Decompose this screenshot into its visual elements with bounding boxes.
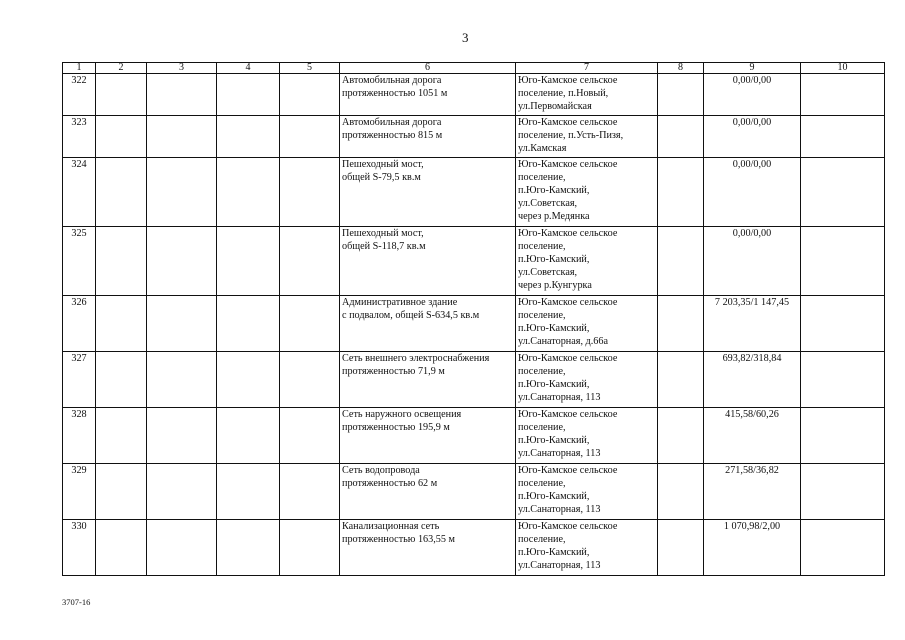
page-number: 3	[462, 30, 469, 45]
empty-cell	[280, 352, 340, 408]
column-header: 3	[147, 63, 217, 74]
empty-cell	[217, 520, 280, 576]
location-line: Юго-Камское сельское	[518, 521, 618, 532]
empty-cell	[96, 296, 147, 352]
object-name-cell	[340, 520, 516, 576]
table-row	[63, 464, 885, 520]
object-name-cell	[340, 464, 516, 520]
empty-cell	[280, 227, 340, 296]
empty-cell	[147, 296, 217, 352]
location-line: поселение,	[518, 422, 566, 433]
empty-cell	[801, 158, 885, 227]
object-name-line: с подвалом, общей S-634,5 кв.м	[342, 310, 480, 321]
table-row	[63, 408, 885, 464]
location-line: ул.Советская,	[518, 267, 578, 278]
row-number-cell: 325	[63, 227, 96, 296]
value-cell: 7 203,35/1 147,45	[704, 296, 801, 352]
location-cell	[516, 352, 658, 408]
empty-cell	[96, 520, 147, 576]
location-line: Юго-Камское сельское	[518, 353, 618, 364]
object-name-line: протяженностью 195,9 м	[342, 422, 450, 433]
value-cell: 271,58/36,82	[704, 464, 801, 520]
empty-cell	[217, 158, 280, 227]
location-line: поселение,	[518, 172, 566, 183]
location-line: Юго-Камское сельское	[518, 75, 618, 86]
object-name-line: общей S-79,5 кв.м	[342, 172, 421, 183]
empty-cell	[280, 408, 340, 464]
location-line: п.Юго-Камский,	[518, 379, 590, 390]
empty-cell	[96, 74, 147, 116]
empty-cell	[801, 352, 885, 408]
location-line: поселение,	[518, 366, 566, 377]
table-row	[63, 74, 885, 116]
empty-cell	[96, 158, 147, 227]
empty-cell	[217, 227, 280, 296]
location-line: Юго-Камское сельское	[518, 297, 618, 308]
location-line: через р.Кунгурка	[518, 280, 592, 291]
empty-cell	[801, 408, 885, 464]
empty-cell	[96, 116, 147, 158]
location-line: ул.Санаторная, 113	[518, 560, 601, 571]
footer-code: 3707-16	[62, 597, 91, 607]
value-cell: 0,00/0,00	[704, 116, 801, 158]
row-number-cell: 330	[63, 520, 96, 576]
location-line: п.Юго-Камский,	[518, 323, 590, 334]
empty-cell	[96, 352, 147, 408]
empty-cell	[217, 74, 280, 116]
column-header: 2	[96, 63, 147, 74]
row-number-cell: 328	[63, 408, 96, 464]
table-row	[63, 352, 885, 408]
object-name-line: протяженностью 163,55 м	[342, 534, 455, 545]
empty-cell	[147, 158, 217, 227]
empty-cell	[217, 408, 280, 464]
row-number-cell: 326	[63, 296, 96, 352]
location-line: п.Юго-Камский,	[518, 254, 590, 265]
row-number-cell: 323	[63, 116, 96, 158]
object-name-line: Канализационная сеть	[342, 521, 440, 532]
empty-cell	[280, 116, 340, 158]
empty-cell	[280, 158, 340, 227]
empty-cell	[658, 464, 704, 520]
table-row	[63, 116, 885, 158]
row-number-cell: 329	[63, 464, 96, 520]
registry-table	[62, 62, 885, 576]
column-header: 6	[340, 63, 516, 74]
location-line: ул.Санаторная, 113	[518, 504, 601, 515]
location-line: ул.Санаторная, д.66а	[518, 336, 609, 347]
row-number-cell: 324	[63, 158, 96, 227]
empty-cell	[96, 227, 147, 296]
location-line: ул.Санаторная, 113	[518, 392, 601, 403]
location-line: поселение, п.Новый,	[518, 88, 609, 99]
empty-cell	[801, 464, 885, 520]
object-name-line: протяженностью 815 м	[342, 130, 443, 141]
empty-cell	[658, 408, 704, 464]
location-line: Юго-Камское сельское	[518, 117, 618, 128]
location-line: Юго-Камское сельское	[518, 465, 618, 476]
column-header: 8	[658, 63, 704, 74]
object-name-line: Пешеходный мост,	[342, 228, 424, 239]
empty-cell	[658, 227, 704, 296]
empty-cell	[658, 74, 704, 116]
object-name-line: протяженностью 1051 м	[342, 88, 448, 99]
empty-cell	[801, 296, 885, 352]
value-cell: 0,00/0,00	[704, 158, 801, 227]
empty-cell	[147, 520, 217, 576]
object-name-line: Сеть водопровода	[342, 465, 420, 476]
column-header: 10	[801, 63, 885, 74]
location-line: Юго-Камское сельское	[518, 159, 618, 170]
object-name-cell	[340, 408, 516, 464]
column-header: 5	[280, 63, 340, 74]
empty-cell	[658, 158, 704, 227]
empty-cell	[658, 520, 704, 576]
row-number-cell: 327	[63, 352, 96, 408]
location-cell	[516, 464, 658, 520]
empty-cell	[801, 227, 885, 296]
empty-cell	[280, 520, 340, 576]
value-cell: 0,00/0,00	[704, 227, 801, 296]
empty-cell	[280, 464, 340, 520]
location-line: п.Юго-Камский,	[518, 435, 590, 446]
value-cell: 693,82/318,84	[704, 352, 801, 408]
empty-cell	[801, 74, 885, 116]
empty-cell	[217, 116, 280, 158]
column-header: 1	[63, 63, 96, 74]
empty-cell	[147, 74, 217, 116]
empty-cell	[96, 464, 147, 520]
empty-cell	[147, 408, 217, 464]
location-line: Юго-Камское сельское	[518, 409, 618, 420]
object-name-line: протяженностью 71,9 м	[342, 366, 445, 377]
location-line: ул.Первомайская	[518, 101, 592, 112]
object-name-line: Пешеходный мост,	[342, 159, 424, 170]
value-cell: 1 070,98/2,00	[704, 520, 801, 576]
empty-cell	[280, 74, 340, 116]
object-name-line: протяженностью 62 м	[342, 478, 438, 489]
object-name-cell	[340, 296, 516, 352]
location-cell	[516, 74, 658, 116]
empty-cell	[147, 464, 217, 520]
column-header: 7	[516, 63, 658, 74]
column-header: 9	[704, 63, 801, 74]
location-line: ул.Камская	[518, 143, 567, 154]
object-name-cell	[340, 352, 516, 408]
table-row	[63, 520, 885, 576]
location-line: поселение, п.Усть-Пизя,	[518, 130, 624, 141]
row-number-cell: 322	[63, 74, 96, 116]
object-name-cell	[340, 116, 516, 158]
location-cell	[516, 520, 658, 576]
location-line: поселение,	[518, 241, 566, 252]
location-line: ул.Санаторная, 113	[518, 448, 601, 459]
object-name-line: общей S-118,7 кв.м	[342, 241, 426, 252]
table-row	[63, 158, 885, 227]
object-name-line: Сеть внешнего электроснабжения	[342, 353, 490, 364]
empty-cell	[658, 296, 704, 352]
value-cell: 0,00/0,00	[704, 74, 801, 116]
table-row	[63, 227, 885, 296]
value-cell: 415,58/60,26	[704, 408, 801, 464]
empty-cell	[217, 296, 280, 352]
object-name-line: Сеть наружного освещения	[342, 409, 462, 420]
header-row	[63, 63, 885, 74]
location-line: Юго-Камское сельское	[518, 228, 618, 239]
table-row	[63, 296, 885, 352]
location-line: п.Юго-Камский,	[518, 185, 590, 196]
empty-cell	[658, 116, 704, 158]
location-cell	[516, 116, 658, 158]
object-name-line: Автомобильная дорога	[342, 75, 442, 86]
empty-cell	[147, 227, 217, 296]
location-cell	[516, 158, 658, 227]
empty-cell	[801, 116, 885, 158]
location-line: п.Юго-Камский,	[518, 547, 590, 558]
location-line: поселение,	[518, 478, 566, 489]
empty-cell	[217, 464, 280, 520]
empty-cell	[217, 352, 280, 408]
empty-cell	[801, 520, 885, 576]
object-name-cell	[340, 74, 516, 116]
empty-cell	[147, 352, 217, 408]
empty-cell	[147, 116, 217, 158]
object-name-line: Административное здание	[342, 297, 458, 308]
location-cell	[516, 227, 658, 296]
object-name-cell	[340, 158, 516, 227]
object-name-cell	[340, 227, 516, 296]
location-line: п.Юго-Камский,	[518, 491, 590, 502]
location-line: поселение,	[518, 534, 566, 545]
location-line: поселение,	[518, 310, 566, 321]
empty-cell	[280, 296, 340, 352]
location-line: через р.Медянка	[518, 211, 590, 222]
location-cell	[516, 408, 658, 464]
location-line: ул.Советская,	[518, 198, 578, 209]
column-header: 4	[217, 63, 280, 74]
object-name-line: Автомобильная дорога	[342, 117, 442, 128]
empty-cell	[96, 408, 147, 464]
empty-cell	[658, 352, 704, 408]
location-cell	[516, 296, 658, 352]
